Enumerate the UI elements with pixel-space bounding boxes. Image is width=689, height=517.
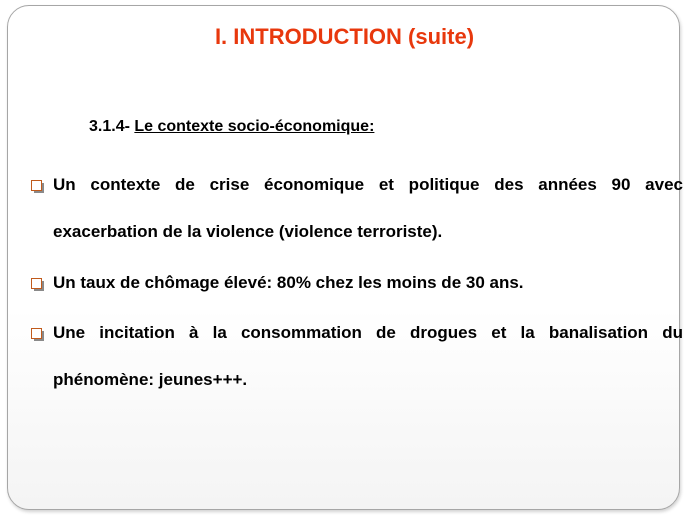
section-number: 3.1.4- xyxy=(89,118,135,135)
slide-title: I. INTRODUCTION (suite) xyxy=(214,24,475,49)
bullet-3-line-1: Une incitation à la consommation de drogues et la banalisation du xyxy=(53,323,683,342)
slide-frame xyxy=(7,5,680,510)
checkbox-square-icon xyxy=(31,328,42,339)
checkbox-square-icon xyxy=(31,180,42,191)
bullet-2-line-1: Un taux de chômage élevé: 80% chez les moins de 30 ans. xyxy=(53,273,524,292)
section-subheading xyxy=(89,118,374,136)
bullet-1-line-2: exacerbation de la violence (violence terroriste). xyxy=(53,222,443,241)
checkbox-square-icon xyxy=(31,278,42,289)
bullet-3-line-2: phénomène: jeunes+++. xyxy=(53,370,248,389)
bullet-1-line-1: Un contexte de crise économique et politique des années 90 avec xyxy=(53,175,683,194)
section-heading-text: Le contexte socio-économique: xyxy=(134,118,375,135)
